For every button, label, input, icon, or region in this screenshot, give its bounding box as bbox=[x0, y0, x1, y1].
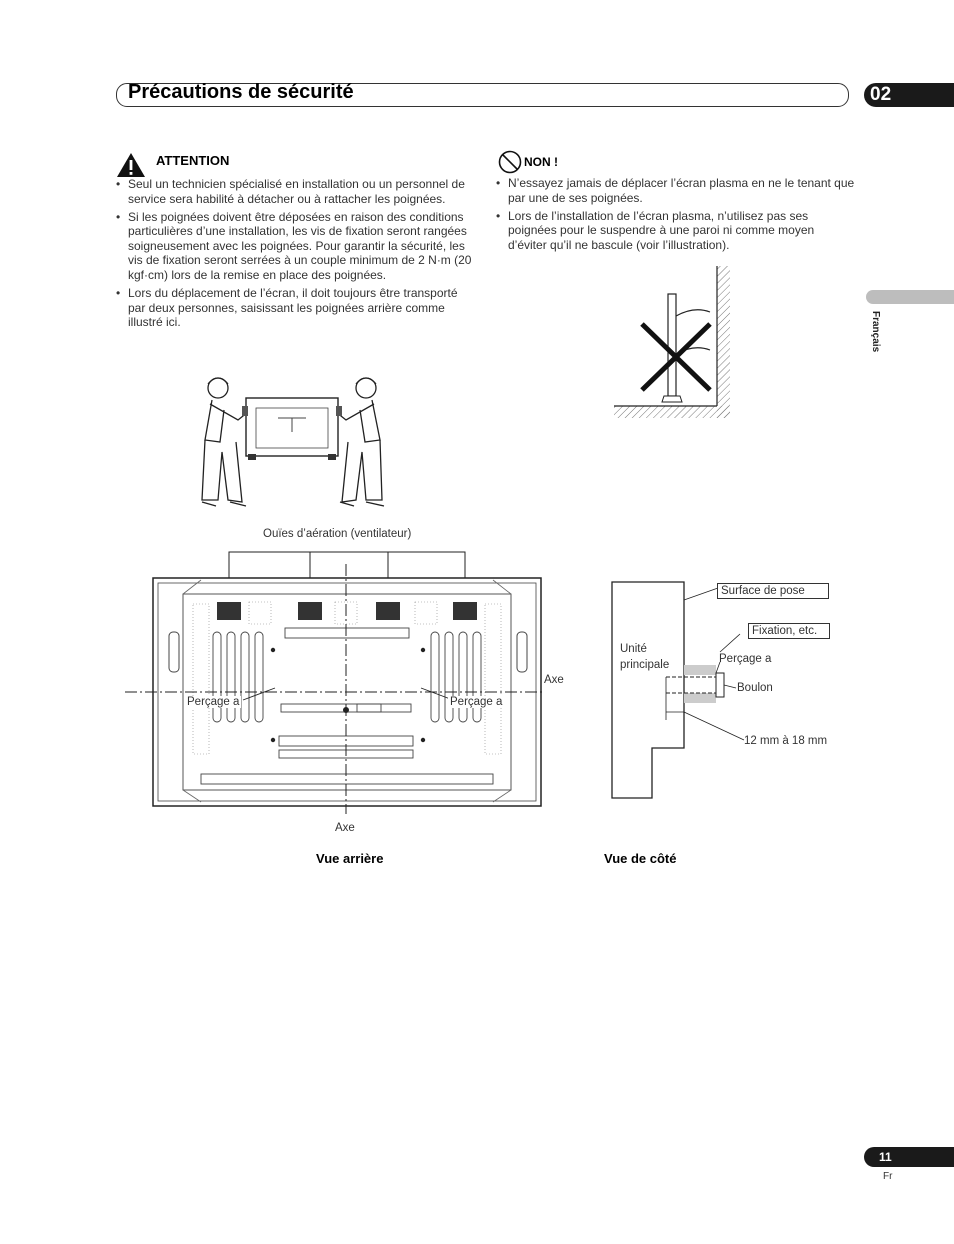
bolt-label: Boulon bbox=[737, 682, 773, 694]
non-list bbox=[496, 176, 856, 256]
attention-bullet: • Seul un technicien spécialisé en installation ou un personnel de service sera habilité à détacher ou à rattacher les poignées. bbox=[116, 177, 474, 206]
rear-view-caption: Vue arrière bbox=[316, 851, 384, 866]
axis-label-horizontal: Axe bbox=[544, 674, 564, 686]
two-person-carry-illustration bbox=[190, 370, 400, 512]
wall-mount-prohibited-illustration bbox=[614, 266, 732, 422]
side-view-caption: Vue de côté bbox=[604, 851, 677, 866]
attention-bullet: • Lors du déplacement de l’écran, il doit toujours être transporté par deux personnes, saisissant les poignées arrière comme illustré ici. bbox=[116, 286, 474, 330]
language-tab bbox=[866, 290, 954, 304]
attention-heading: ATTENTION bbox=[156, 153, 230, 168]
chapter-number: 02 bbox=[870, 84, 892, 105]
fixation-label: Fixation, etc. bbox=[748, 623, 830, 639]
surface-label: Surface de pose bbox=[717, 583, 829, 599]
main-unit-label-1: Unité bbox=[620, 643, 647, 655]
main-unit-label-2: principale bbox=[620, 659, 670, 671]
non-bullet: • Lors de l’installation de l’écran plasma, n’utilisez pas ses poignées pour le suspendre à une paroi ni comme moyen d’éviter qu’il ne bascule (voir l’illustration). bbox=[496, 209, 856, 253]
page-title: Précautions de sécurité bbox=[128, 81, 354, 103]
axis-label-vertical: Axe bbox=[335, 822, 355, 834]
page-number-tab bbox=[864, 1147, 954, 1167]
language-label: Français bbox=[870, 311, 881, 353]
warning-icon bbox=[116, 152, 146, 178]
side-hole-label: Perçage a bbox=[719, 653, 772, 665]
non-bullet: • N’essayez jamais de déplacer l’écran plasma en ne le tenant que par une de ses poignées. bbox=[496, 176, 856, 205]
vents-label: Ouïes d’aération (ventilateur) bbox=[263, 528, 412, 540]
attention-list bbox=[116, 177, 474, 333]
side-view-diagram bbox=[610, 580, 850, 800]
depth-label: 12 mm à 18 mm bbox=[744, 735, 828, 747]
prohibited-icon bbox=[498, 150, 522, 174]
page-number: 11 bbox=[879, 1150, 892, 1164]
page-language: Fr bbox=[883, 1171, 893, 1182]
hole-label-left: Perçage a bbox=[187, 696, 240, 708]
rear-view-diagram bbox=[125, 540, 545, 830]
hole-label-right: Perçage a bbox=[450, 696, 503, 708]
attention-bullet: • Si les poignées doivent être déposées en raison des conditions particulières d’une installation, les vis de fixation seront rangées soigneusement avec les poignées. Pour garantir la sécurité, les vis de fixation seront serrées à un couple minimum de 2 N·m (20 kgf·cm) lors de la remise en place des poignées. bbox=[116, 210, 474, 283]
non-heading: NON ! bbox=[524, 155, 558, 169]
